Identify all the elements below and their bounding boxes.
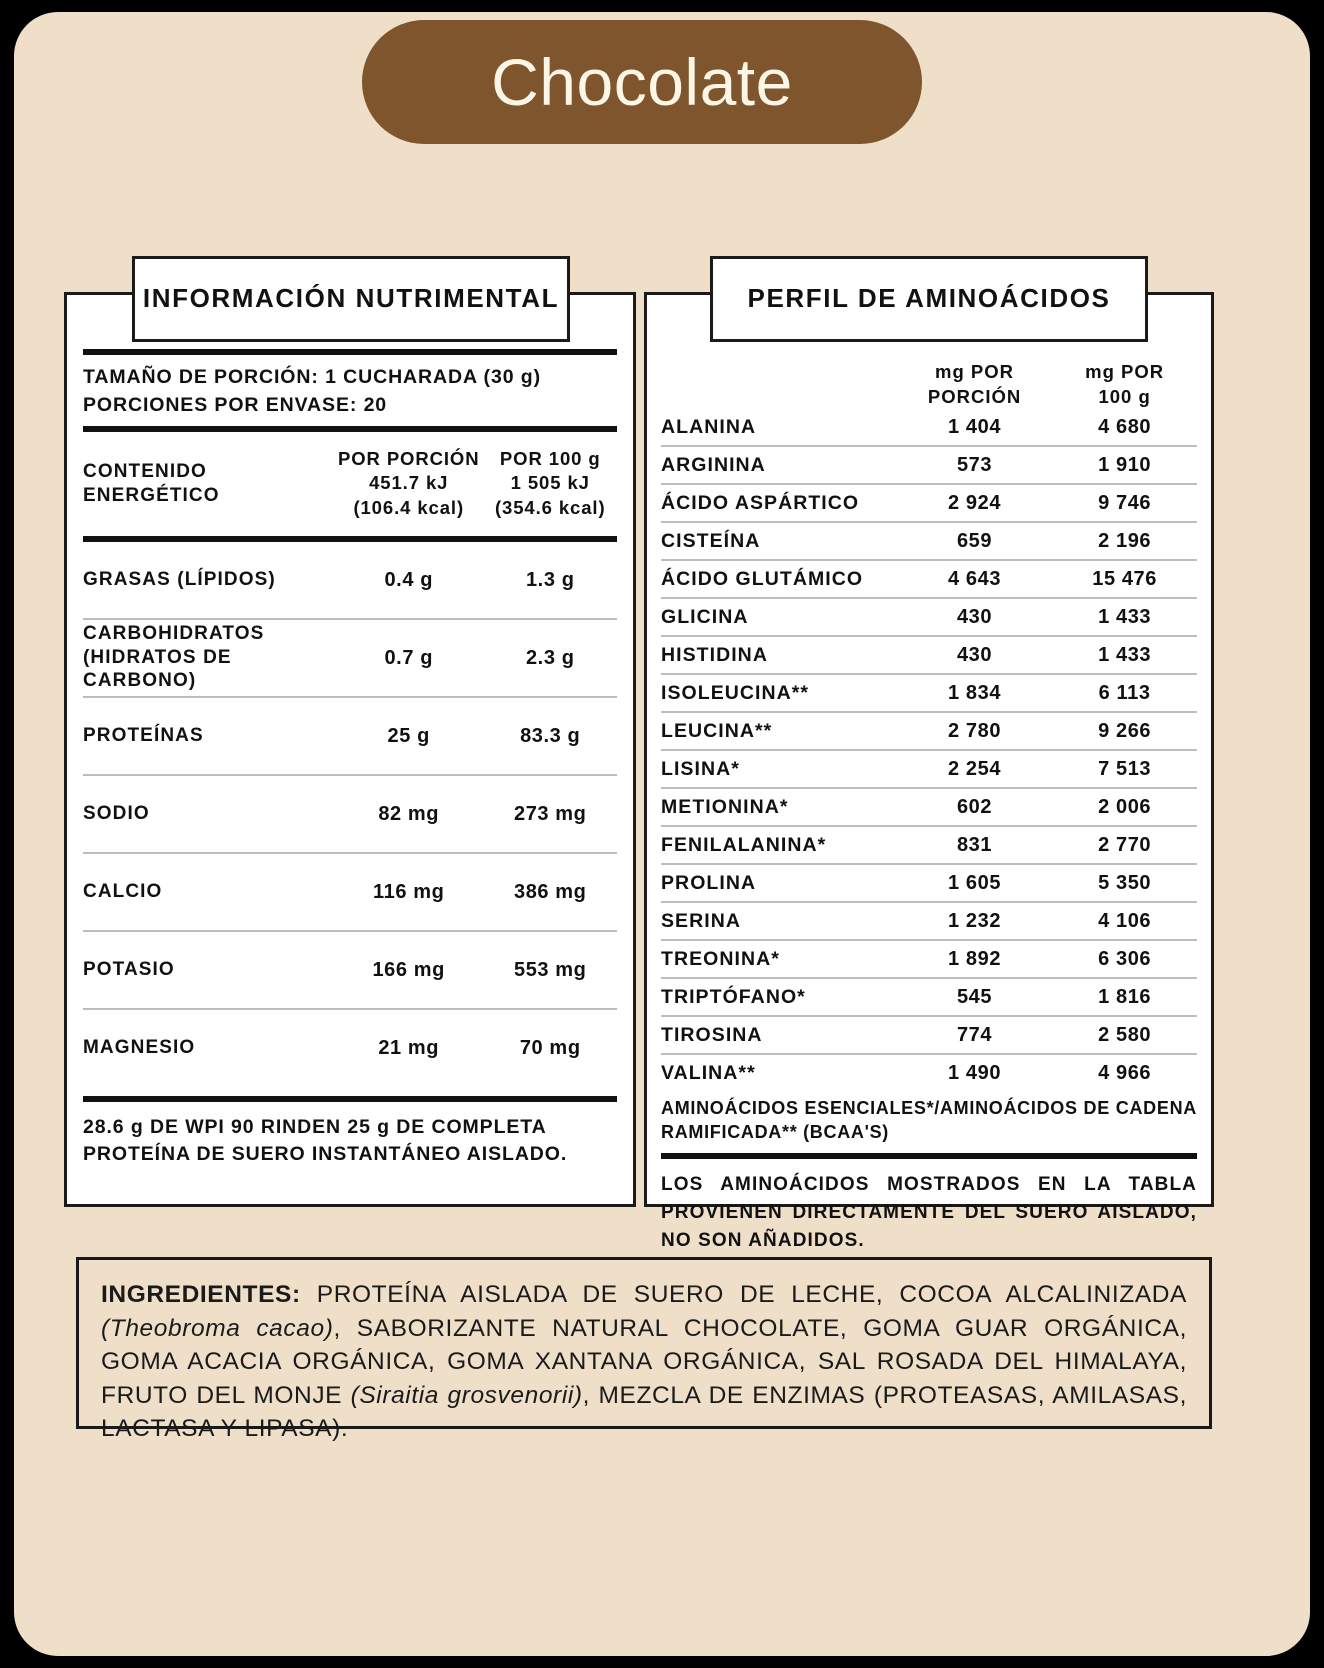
ingredients-italic-2: (Siraitia grosvenorii) (350, 1381, 583, 1409)
amino-name: ALANINA (661, 415, 757, 438)
amino-name: ARGININA (661, 453, 766, 476)
table-row (661, 523, 1197, 559)
amino-panel (644, 292, 1214, 1251)
row-per-100g: 70 mg (519, 1036, 581, 1059)
flavor-title-pill (362, 20, 922, 144)
amino-per-serving: 2 254 (948, 757, 1002, 780)
amino-per-serving: 602 (956, 795, 993, 818)
amino-heading (710, 256, 1148, 342)
amino-per-serving: 545 (956, 985, 993, 1008)
amino-per-serving: 774 (956, 1023, 993, 1046)
table-row (661, 485, 1197, 521)
table-row (661, 637, 1197, 673)
amino-name: LISINA* (661, 757, 740, 780)
table-row (83, 854, 617, 930)
amino-panel-inner (647, 295, 1211, 1251)
amino-per-100g: 1 910 (1098, 453, 1152, 476)
row-per-100g: 273 mg (513, 802, 587, 825)
amino-legend: AMINOÁCIDOS ESENCIALES*/AMINOÁCIDOS DE CADENA RAMIFICADA** (BCAA'S) (661, 1098, 1197, 1142)
row-per-100g: 1.3 g (525, 568, 575, 591)
amino-table (661, 343, 1197, 1091)
amino-name: METIONINA* (661, 795, 789, 818)
amino-name: TIROSINA (661, 1023, 763, 1046)
row-label-main: MAGNESIO (83, 1036, 196, 1058)
amino-per-100g: 4 966 (1098, 1061, 1152, 1084)
table-row (661, 789, 1197, 825)
table-row (661, 1055, 1197, 1091)
row-label-main: CARBOHIDRATOS (83, 622, 265, 644)
amino-name: HISTIDINA (661, 643, 768, 666)
ingredients-body-1: PROTEÍNA AISLADA DE SUERO DE LECHE, COCOA ALCALINIZADA (300, 1281, 1187, 1308)
row-per-serving: 25 g (387, 724, 430, 747)
amino-name: CISTEÍNA (661, 529, 761, 552)
energy-label-line2: ENERGÉTICO (83, 484, 220, 506)
amino-per-serving: 659 (956, 529, 993, 552)
amino-per-serving: 1 892 (948, 947, 1002, 970)
row-label (83, 698, 334, 774)
flavor-title-text: Chocolate (491, 45, 793, 119)
row-label (83, 620, 334, 696)
amino-name: SERINA (661, 909, 741, 932)
amino-per-serving: 1 404 (948, 415, 1002, 438)
table-row (661, 903, 1197, 939)
row-label-sub: (HIDRATOS DE CARBONO) (83, 646, 232, 692)
ingredients-text (101, 1278, 1187, 1446)
energy-row (83, 432, 617, 536)
energy-per-serving-cell (334, 432, 484, 536)
amino-col2-line1: mg POR (1085, 361, 1165, 383)
energy-kcal-100g: (354.6 kcal) (494, 496, 606, 518)
table-row (661, 865, 1197, 901)
amino-per-serving: 4 643 (948, 567, 1002, 590)
table-row (83, 542, 617, 618)
amino-per-100g: 1 433 (1098, 605, 1152, 628)
row-per-serving: 82 mg (378, 802, 440, 825)
row-per-100g: 83.3 g (520, 724, 581, 747)
servings-per-container: PORCIONES POR ENVASE: 20 (83, 394, 388, 417)
nutrition-panel-inner (67, 295, 633, 1204)
table-row (83, 932, 617, 1008)
amino-name: ÁCIDO ASPÁRTICO (661, 491, 860, 514)
amino-name: ISOLEUCINA** (661, 681, 810, 704)
amino-per-100g: 2 006 (1098, 795, 1152, 818)
ingredients-label: INGREDIENTES: (101, 1281, 301, 1308)
col-header-per-serving: POR PORCIÓN (337, 447, 480, 469)
amino-per-100g: 1 433 (1098, 643, 1152, 666)
amino-per-100g: 4 680 (1098, 415, 1152, 438)
table-row (661, 979, 1197, 1015)
row-label (83, 854, 334, 930)
row-label (83, 1010, 334, 1086)
label-card (14, 12, 1310, 1656)
energy-per-100g-cell (483, 432, 617, 536)
energy-kcal-serving: (106.4 kcal) (353, 496, 465, 518)
row-per-100g: 386 mg (513, 880, 587, 903)
ingredients-body-3: , MEZCLA DE ENZIMAS (PROTEASAS, AMILASAS, LACTASA Y LIPASA). (101, 1381, 1188, 1443)
amino-per-100g: 2 770 (1098, 833, 1152, 856)
table-row (661, 941, 1197, 977)
amino-name: VALINA** (661, 1061, 756, 1084)
table-row (83, 698, 617, 774)
amino-per-100g: 6 113 (1098, 681, 1151, 704)
amino-per-100g: 7 513 (1098, 757, 1152, 780)
row-per-serving: 0.4 g (384, 568, 434, 591)
amino-name: ÁCIDO GLUTÁMICO (661, 567, 864, 590)
amino-per-100g: 6 306 (1098, 947, 1152, 970)
table-row (661, 561, 1197, 597)
amino-col1-line1: mg POR (935, 361, 1015, 383)
table-row (83, 620, 617, 696)
nutrition-table (83, 432, 617, 1086)
table-row (83, 776, 617, 852)
row-label-main: CALCIO (83, 880, 163, 902)
row-label-main: SODIO (83, 802, 150, 824)
amino-per-100g: 1 816 (1098, 985, 1152, 1008)
amino-per-serving: 1 232 (948, 909, 1002, 932)
row-per-serving: 116 mg (373, 880, 445, 903)
ingredients-body-2: , SABORIZANTE NATURAL CHOCOLATE, GOMA GUAR ORGÁNICA, GOMA ACACIA ORGÁNICA, GOMA XANTANA ORGÁNICA, SAL ROSADA DEL HIMALAYA, FRUTO DEL MONJE (101, 1314, 1187, 1409)
col-header-per-100g: POR 100 g (499, 447, 601, 469)
energy-kj-100g: 1 505 kJ (510, 472, 590, 494)
amino-per-serving: 573 (956, 453, 993, 476)
amino-per-100g: 4 106 (1098, 909, 1152, 932)
amino-name: TREONINA* (661, 947, 780, 970)
amino-per-100g: 2 196 (1098, 529, 1152, 552)
amino-per-serving: 1 834 (948, 681, 1002, 704)
amino-per-100g: 5 350 (1098, 871, 1152, 894)
table-row (661, 827, 1197, 863)
amino-footnote: LOS AMINOÁCIDOS MOSTRADOS EN LA TABLA PROVIENEN DIRECTAMENTE DEL SUERO AISLADO, NO SON AÑADIDOS. (661, 1173, 1197, 1251)
amino-header-blank (661, 343, 897, 409)
row-per-serving: 166 mg (372, 958, 445, 981)
table-row (661, 447, 1197, 483)
row-per-serving: 21 mg (378, 1036, 440, 1059)
energy-label-line1: CONTENIDO (83, 460, 207, 482)
table-row (661, 599, 1197, 635)
nutrition-footnote: 28.6 g DE WPI 90 RINDEN 25 g DE COMPLETA PROTEÍNA DE SUERO INSTANTÁNEO AISLADO. (83, 1115, 568, 1166)
amino-col2-line2: 100 g (1098, 385, 1151, 407)
amino-name: TRIPTÓFANO* (661, 985, 806, 1008)
row-label (83, 932, 334, 1008)
amino-per-100g: 15 476 (1092, 567, 1158, 590)
table-row (661, 409, 1197, 445)
energy-kj-serving: 451.7 kJ (369, 472, 449, 494)
nutrition-heading (132, 256, 570, 342)
table-row (661, 1017, 1197, 1053)
amino-name: PROLINA (661, 871, 757, 894)
amino-per-serving: 2 924 (948, 491, 1002, 514)
row-label (83, 776, 334, 852)
table-row (83, 1010, 617, 1086)
amino-col1-line2: PORCIÓN (927, 385, 1022, 407)
nutrition-heading-text: INFORMACIÓN NUTRIMENTAL (142, 283, 560, 314)
table-row (661, 713, 1197, 749)
amino-col-header-per-serving (897, 343, 1052, 409)
amino-per-serving: 430 (956, 605, 993, 628)
energy-label-cell (83, 432, 334, 536)
table-row (661, 675, 1197, 711)
row-per-100g: 553 mg (513, 958, 587, 981)
row-label-main: POTASIO (83, 958, 175, 980)
row-per-serving: 0.7 g (384, 646, 434, 669)
ingredients-italic-1: (Theobroma cacao) (101, 1314, 334, 1342)
amino-per-serving: 831 (956, 833, 993, 856)
amino-name: GLICINA (661, 605, 749, 628)
amino-per-100g: 2 580 (1098, 1023, 1152, 1046)
amino-heading-text: PERFIL DE AMINOÁCIDOS (747, 283, 1111, 314)
amino-per-serving: 2 780 (948, 719, 1002, 742)
row-label (83, 542, 334, 618)
amino-name: LEUCINA** (661, 719, 773, 742)
amino-per-serving: 430 (956, 643, 993, 666)
serving-size: TAMAÑO DE PORCIÓN: 1 CUCHARADA (30 g) (83, 366, 541, 388)
amino-header-row (661, 343, 1197, 409)
amino-per-serving: 1 605 (948, 871, 1002, 894)
row-label-main: PROTEÍNAS (83, 724, 204, 746)
amino-per-100g: 9 746 (1098, 491, 1152, 514)
amino-per-100g: 9 266 (1098, 719, 1152, 742)
ingredients-box (76, 1257, 1212, 1443)
amino-per-serving: 1 490 (948, 1061, 1002, 1084)
serving-info (83, 355, 617, 426)
amino-col-header-per-100g (1052, 343, 1197, 409)
nutrition-panel (64, 292, 636, 1207)
row-label-main: GRASAS (LÍPIDOS) (83, 568, 276, 590)
row-per-100g: 2.3 g (525, 646, 575, 669)
table-row (661, 751, 1197, 787)
amino-name: FENILALANINA* (661, 833, 827, 856)
